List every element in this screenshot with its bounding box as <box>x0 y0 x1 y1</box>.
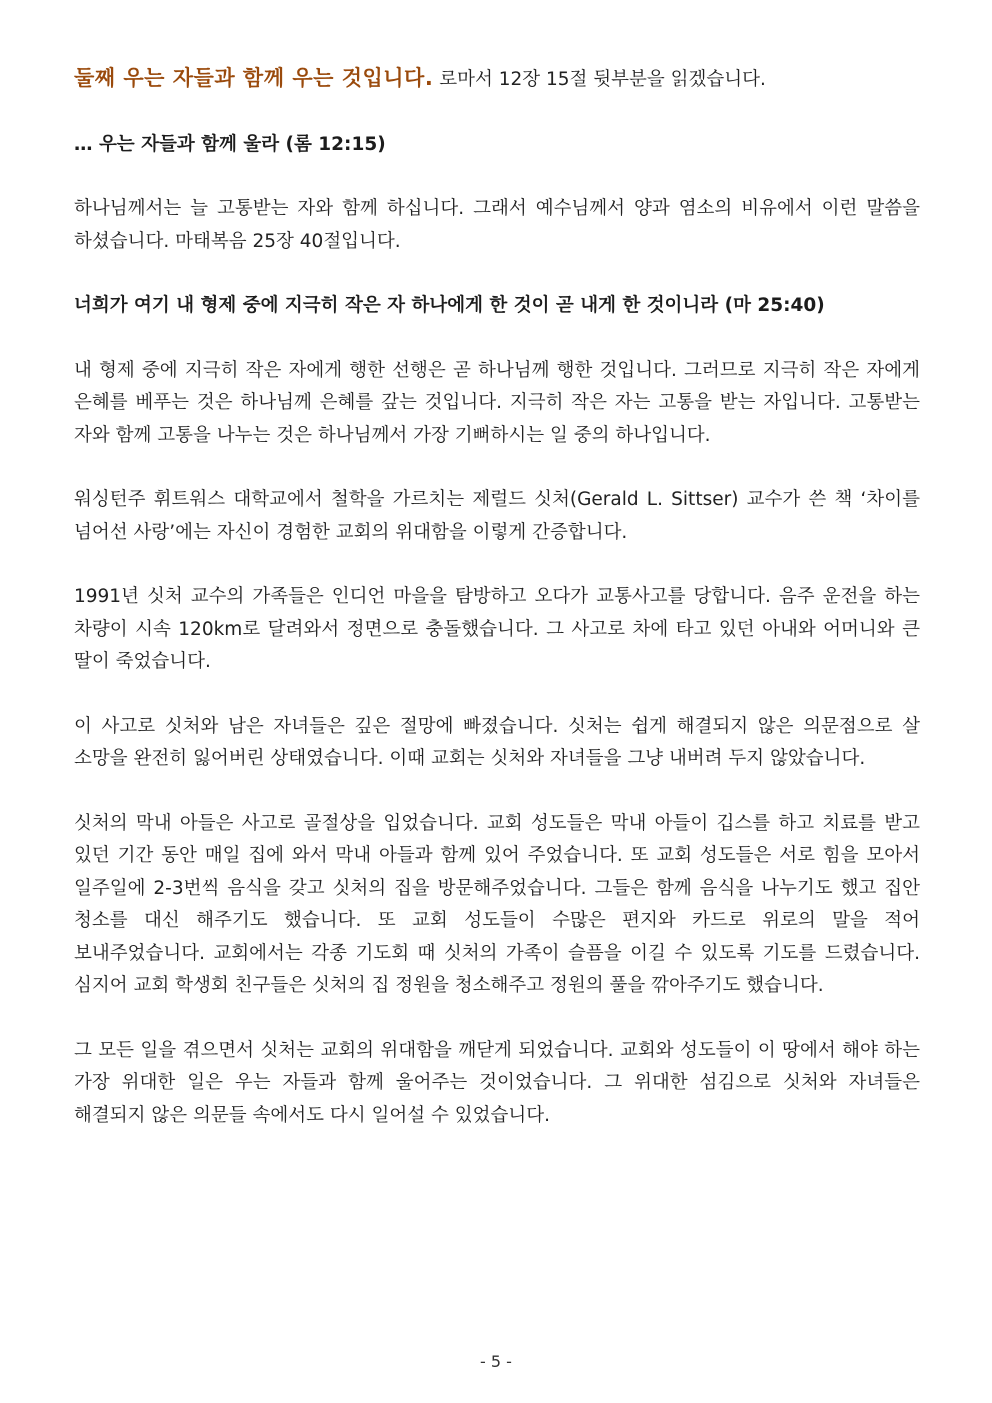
paragraph-4: 1991년 싯처 교수의 가족들은 인디언 마을을 탐방하고 오다가 교통사고를 당합니다. 음주 운전을 하는 차량이 시속 120km로 달려와서 정면으로 충돌했습니다. 그 사고로 차에 타고 있던 아내와 어머니와 큰 딸이 죽었습니다. <box>74 586 920 672</box>
paragraph-2: 내 형제 중에 지극히 작은 자에게 행한 선행은 곧 하나님께 행한 것입니다. 그러므로 지극히 작은 자에게 은혜를 베푸는 것은 하나님께 은혜를 갚는 것입니다. 지극히 작은 자는 고통을 받는 자입니다. 고통받는 자와 함께 고통을 나누는 것은 하나님께서 가장 기뻐하시는 일 중의 하나입니다. <box>74 359 920 446</box>
document-page <box>74 62 920 1164</box>
scripture-quote-romans: … 우는 자들과 함께 울라 (롬 12:15) <box>74 133 386 155</box>
page-number: - 5 - <box>480 1352 512 1371</box>
paragraph-5: 이 사고로 싯처와 남은 자녀들은 깊은 절망에 빠졌습니다. 싯처는 쉽게 해결되지 않은 의문점으로 살 소망을 완전히 잃어버린 상태였습니다. 이때 교회는 싯처와 자녀들을 그냥 내버려 두지 않았습니다. <box>74 715 920 769</box>
paragraph-1: 하나님께서는 늘 고통받는 자와 함께 하십니다. 그래서 예수님께서 양과 염소의 비유에서 이런 말씀을 하셨습니다. 마태복음 25장 40절입니다. <box>74 198 920 252</box>
section-heading-title: 둘째 우는 자들과 함께 우는 것입니다. <box>74 66 434 90</box>
paragraph-7: 그 모든 일을 겪으면서 싯처는 교회의 위대함을 깨닫게 되었습니다. 교회와 성도들이 이 땅에서 해야 하는 가장 위대한 일은 우는 자들과 함께 울어주는 것이었습니다. 그 위대한 섬김으로 싯처와 자녀들은 해결되지 않은 의문들 속에서도 다시 일어설 수 있었습니다. <box>74 1039 920 1126</box>
section-heading-intro: 로마서 12장 15절 뒷부분을 읽겠습니다. <box>433 69 766 90</box>
paragraph-6: 싯처의 막내 아들은 사고로 골절상을 입었습니다. 교회 성도들은 막내 아들이 깁스를 하고 치료를 받고 있던 기간 동안 매일 집에 와서 막내 아들과 함께 있어 주었습니다. 또 교회 성도들은 서로 힘을 모아서 일주일에 2-3번씩 음식을 갖고 싯처의 집을 방문해주었습니다. 그들은 함께 음식을 나누기도 했고 집안 청소를 대신 해주기도 했습니다. 또 교회 성도들이 수많은 편지와 카드로 위로의 말을 적어 보내주었습니다. 교회에서는 각종 기도회 때 싯처의 가족이 슬픔을 이길 수 있도록 기도를 드렸습니다. 심지어 교회 학생회 친구들은 싯처의 집 정원을 청소해주고 정원의 풀을 깎아주기도 했습니다. <box>74 812 920 996</box>
scripture-quote-matthew: 너희가 여기 내 형제 중에 지극히 작은 자 하나에게 한 것이 곧 내게 한 것이니라 (마 25:40) <box>74 295 825 316</box>
section-heading <box>74 62 920 97</box>
paragraph-3: 워싱턴주 휘트워스 대학교에서 철학을 가르치는 제럴드 싯처(Gerald L. Sittser) 교수가 쓴 책 ‘차이를 넘어선 사랑’에는 자신이 경험한 교회의 위대함을 이렇게 간증합니다. <box>74 489 920 543</box>
